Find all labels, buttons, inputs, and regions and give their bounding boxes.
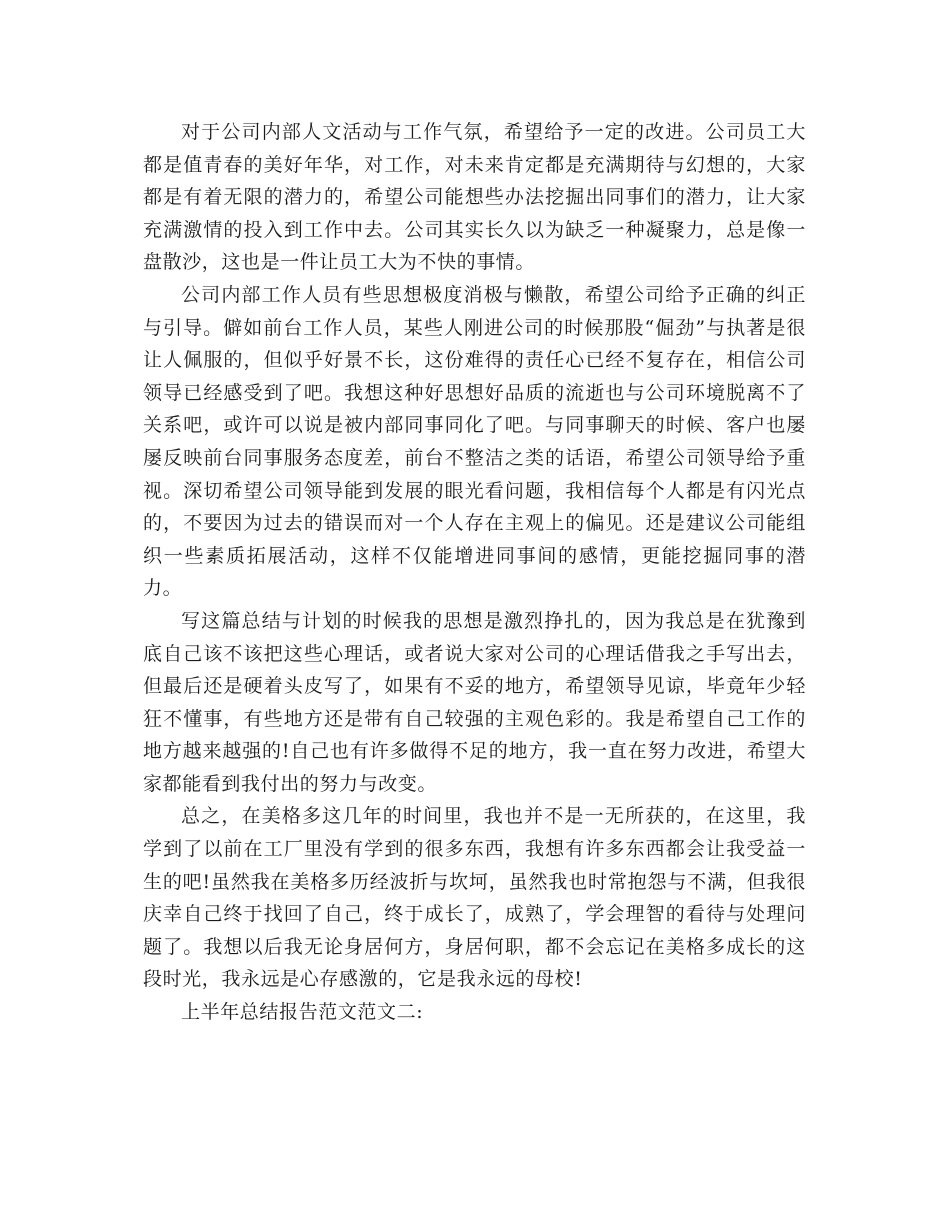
paragraph-writing-reflection: 写这篇总结与计划的时候我的思想是激烈挣扎的，因为我总是在犹豫到底自己该不该把这些心理话，或者说大家对公司的心理话借我之手写出去，但最后还是硬着头皮写了，如果有不妥的地方，希望领导见谅，毕竟年少轻狂不懂事，有些地方还是带有自己较强的主观色彩的。我是希望自己工作的地方越来越强的!自己也有许多做得不足的地方，我一直在努力改进，希望大家都能看到我付出的努力与改变。 <box>143 609 806 795</box>
paragraph-culture-atmosphere: 对于公司内部人文活动与工作气氛，希望给予一定的改进。公司员工大都是值青春的美好年华，对工作，对未来肯定都是充满期待与幻想的，大家都是有着无限的潜力的，希望公司能想些办法挖掘出同事们的潜力，让大家充满激情的投入到工作中去。公司其实长久以为缺乏一种凝聚力，总是像一盘散沙，这也是一件让员工大为不快的事情。 <box>143 121 806 274</box>
paragraph-conclusion: 总之，在美格多这几年的时间里，我也并不是一无所获的，在这里，我学到了以前在工厂里没有学到的很多东西，我想有许多东西都会让我受益一生的吧!虽然我在美格多历经波折与坎坷，虽然我也时常抱怨与不满，但我很庆幸自己终于找回了自己，终于成长了，成熟了，学会理智的看待与处理问题了。我想以后我无论身居何方，身居何职，都不会忘记在美格多成长的这段时光，我永远是心存感激的，它是我永远的母校! <box>143 805 806 991</box>
document-body <box>143 116 806 1029</box>
paragraph-staff-attitude: 公司内部工作人员有些思想极度消极与懒散，希望公司给予正确的纠正与引导。僻如前台工作人员，某些人刚进公司的时候那股“倔劲”与执著是很让人佩服的，但似乎好景不长，这份难得的责任心已经不复存在，相信公司领导已经感受到了吧。我想这种好思想好品质的流逝也与公司环境脱离不了关系吧，或许可以说是被内部同事同化了吧。与同事聊天的时候、客户也屡屡反映前台同事服务态度差，前台不整洁之类的话语，希望公司领导给予重视。深切希望公司领导能到发展的眼光看问题，我相信每个人都是有闪光点的，不要因为过去的错误而对一个人存在主观上的偏见。还是建议公司能组织一些素质拓展活动，这样不仅能增进同事间的感情，更能挖掘同事的潜力。 <box>143 283 806 600</box>
section-heading-sample-two: 上半年总结报告范文范文二: <box>181 1001 424 1024</box>
